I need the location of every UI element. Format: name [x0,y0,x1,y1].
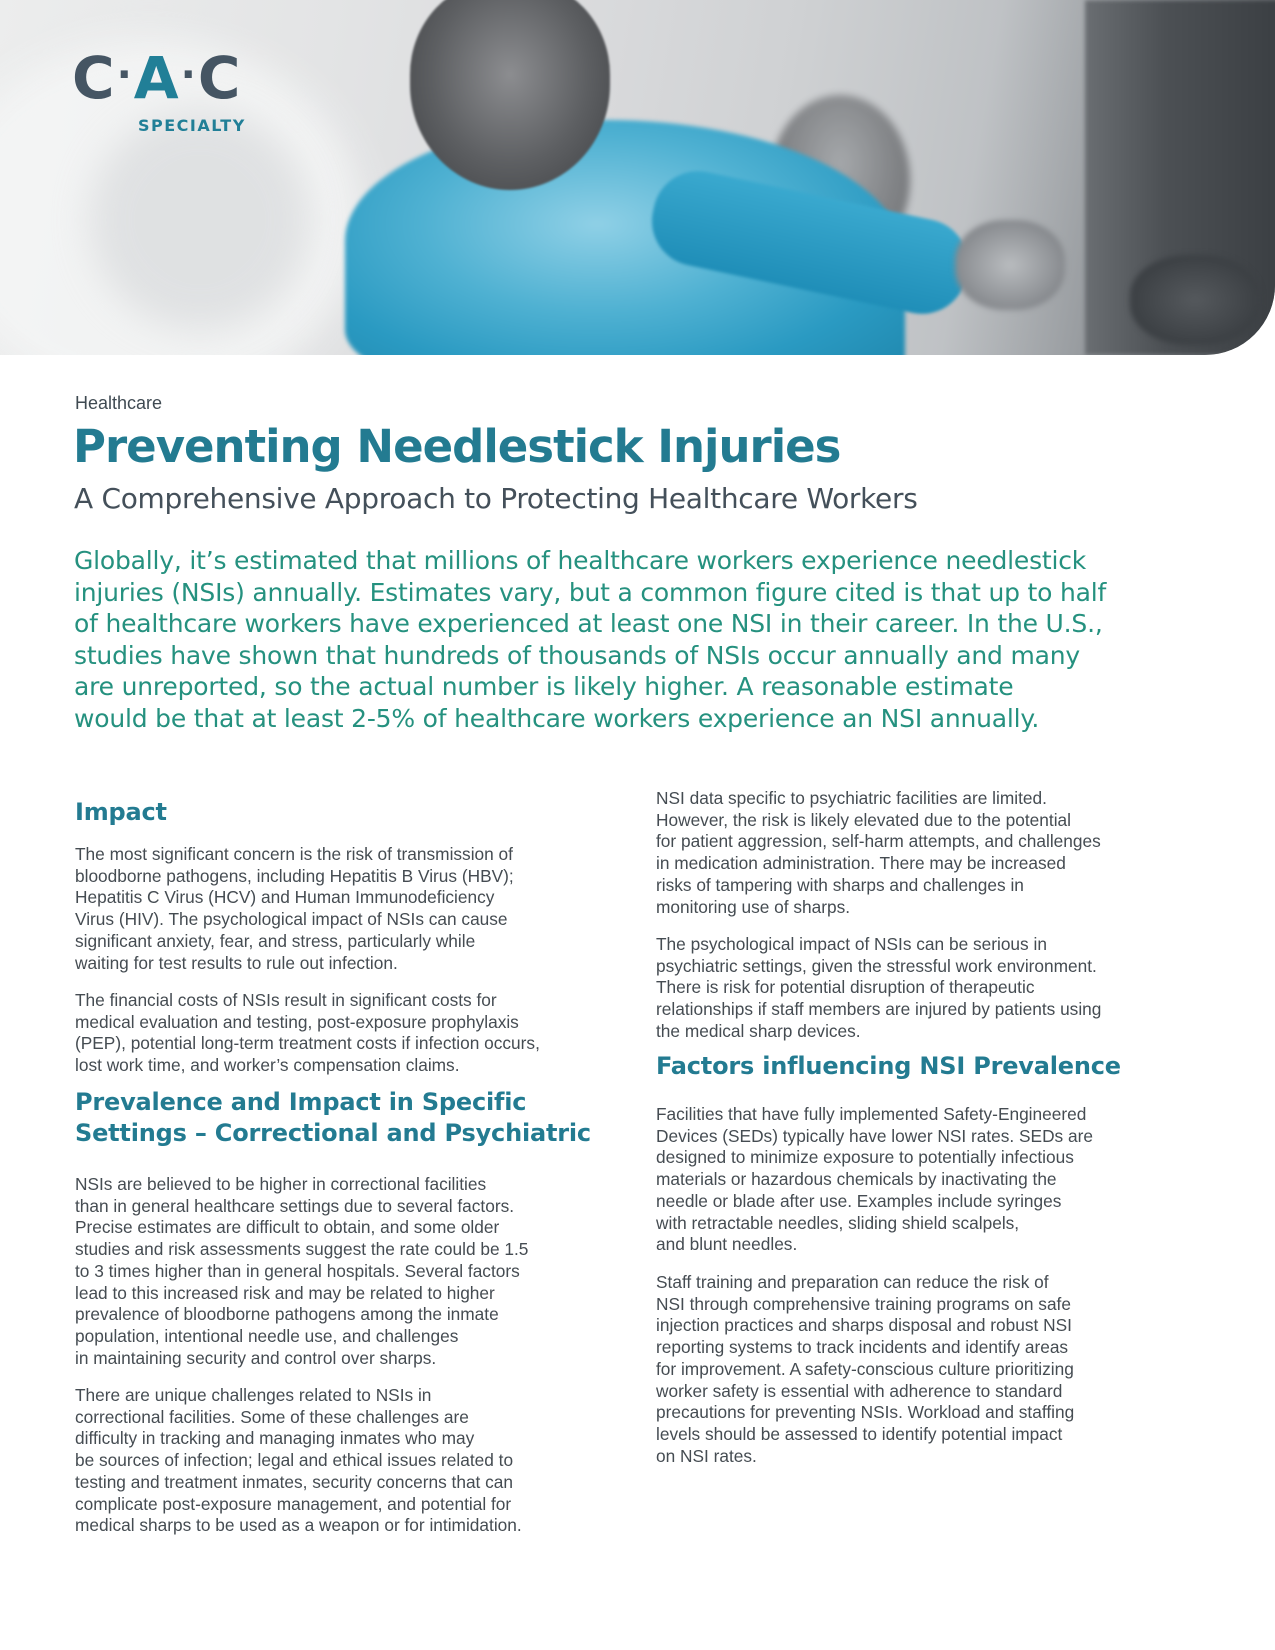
text-line: NSI through comprehensive training programs on safe [656,1293,1071,1314]
text-line: (PEP), potential long-term treatment costs if infection occurs, [75,1033,540,1054]
factors-paragraph-2 [656,1272,1074,1467]
text-line: waiting for test results to rule out infection. [75,952,398,973]
text-line: the medical sharp devices. [656,1020,861,1041]
text-line: in maintaining security and control over sharps. [75,1347,437,1368]
intro-line: would be that at least 2-5% of healthcare workers experience an NSI annually. [74,703,1040,733]
text-line: needle or blade after use. Examples include syringes [656,1190,1062,1211]
text-line: levels should be assessed to identify potential impact [656,1423,1063,1444]
text-line: The most significant concern is the risk of transmission of [75,844,513,864]
photo-second-hand [1130,255,1260,345]
psychiatric-paragraph-1 [656,788,1101,918]
text-line: studies and risk assessments suggest the rate could be 1.5 [75,1239,529,1260]
prevalence-paragraph-2 [75,1385,522,1537]
text-line: difficulty in tracking and managing inmates who may [75,1428,475,1449]
text-line: There is risk for potential disruption of therapeutic [656,977,1035,998]
text-line: with retractable needles, sliding shield scalpels, [656,1212,1020,1233]
prevalence-paragraph-1 [75,1174,528,1369]
text-line: bloodborne pathogens, including Hepatitis B Virus (HBV); [75,865,514,886]
text-line: and blunt needles. [656,1234,798,1255]
text-line: precautions for preventing NSIs. Workload and staffing [656,1402,1075,1423]
page-title: Preventing Needlestick Injuries [73,420,841,473]
text-line: Devices (SEDs) typically have lower NSI rates. SEDs are [656,1125,1093,1146]
text-line: lead to this increased risk and may be related to higher [75,1282,495,1303]
text-line: lost work time, and worker’s compensation claims. [75,1055,460,1076]
impact-paragraph-2 [75,990,540,1077]
text-line: Facilities that have fully implemented Safety-Engineered [656,1104,1087,1124]
text-line: Precise estimates are difficult to obtain, and some older [75,1217,500,1238]
text-line: significant anxiety, fear, and stress, particularly while [75,930,476,951]
text-line: psychiatric settings, given the stressful work environment. [656,955,1097,976]
logo-letter-c2: C [197,44,242,112]
text-line: reporting systems to track incidents and identify areas [656,1337,1069,1358]
intro-line: Globally, it’s estimated that millions of healthcare workers experience needlestick [74,546,1087,575]
text-line: for patient aggression, self-harm attempts, and challenges [656,831,1101,852]
text-line: Staff training and preparation can reduce the risk of [656,1272,1049,1292]
text-line: relationships if staff members are injured by patients using [656,999,1102,1020]
text-line: than in general healthcare settings due to several factors. [75,1195,515,1216]
text-line: be sources of infection; legal and ethical issues related to [75,1450,514,1471]
text-line: NSI data specific to psychiatric facilities are limited. [656,788,1047,808]
text-line: complicate post-exposure management, and potential for [75,1493,512,1514]
logo-letter-c1: C [72,44,116,112]
text-line: medical sharps to be used as a weapon or for intimidation. [75,1515,522,1536]
text-line: NSIs are believed to be higher in correctional facilities [75,1174,487,1194]
text-line: The financial costs of NSIs result in significant costs for [75,990,497,1010]
text-line: testing and treatment inmates, security concerns that can [75,1471,514,1492]
logo-letter-a: A [133,44,180,112]
text-line: monitoring use of sharps. [656,896,851,917]
page-subtitle: A Comprehensive Approach to Protecting Healthcare Workers [74,482,918,515]
psychiatric-paragraph-2 [656,934,1101,1043]
text-line: population, intentional needle use, and challenges [75,1325,459,1346]
intro-line: are unreported, so the actual number is likely higher. A reasonable estimate [74,672,1014,701]
intro-line: injuries (NSIs) annually. Estimates vary, but a common figure cited is that up to half [74,577,1107,607]
text-line: worker safety is essential with adherence to standard [656,1380,1063,1401]
text-line: materials or hazardous chemicals by inactivating the [656,1169,1057,1190]
text-line: The psychological impact of NSIs can be serious in [656,934,1047,954]
text-line: prevalence of bloodborne pathogens among the inmate [75,1304,499,1325]
logo-mark [72,44,282,112]
factors-paragraph-1 [656,1104,1093,1256]
logo-subtitle: SPECIALTY [138,116,246,135]
text-line: on NSI rates. [656,1445,757,1466]
photo-pointing-hand [955,220,1065,310]
text-line: However, the risk is likely elevated due to the potential [656,809,1071,830]
section-heading-impact: Impact [75,798,167,826]
text-line: correctional facilities. Some of these challenges are [75,1406,469,1427]
photo-background-figure [90,110,310,330]
text-line: for improvement. A safety-conscious culture prioritizing [656,1358,1074,1379]
text-line: designed to minimize exposure to potentially infectious [656,1147,1074,1168]
intro-line: of healthcare workers have experienced at least one NSI in their career. In the U.S., [74,609,1103,638]
impact-paragraph-1 [75,844,514,974]
section-heading-prevalence [75,1087,591,1149]
text-line: medical evaluation and testing, post-exposure prophylaxis [75,1011,519,1032]
intro-paragraph [74,545,1154,734]
heading-line: Prevalence and Impact in Specific [75,1088,527,1116]
category-label: Healthcare [75,393,163,413]
heading-line: Settings – Correctional and Psychiatric [75,1119,591,1147]
text-line: Virus (HIV). The psychological impact of NSIs can cause [75,909,508,930]
text-line: risks of tampering with sharps and challenges in [656,874,1024,895]
intro-line: studies have shown that hundreds of thousands of NSIs occur annually and many [74,640,1080,670]
text-line: injection practices and sharps disposal and robust NSI [656,1315,1072,1336]
text-line: There are unique challenges related to NSIs in [75,1385,432,1405]
text-line: in medication administration. There may be increased [656,853,1066,874]
logo-dot-icon: · [180,52,197,98]
text-line: Hepatitis C Virus (HCV) and Human Immunodeficiency [75,887,495,908]
cac-specialty-logo [72,44,282,135]
logo-dot-icon: · [116,52,133,98]
text-line: to 3 times higher than in general hospitals. Several factors [75,1260,520,1281]
section-heading-factors: Factors influencing NSI Prevalence [656,1052,1121,1080]
